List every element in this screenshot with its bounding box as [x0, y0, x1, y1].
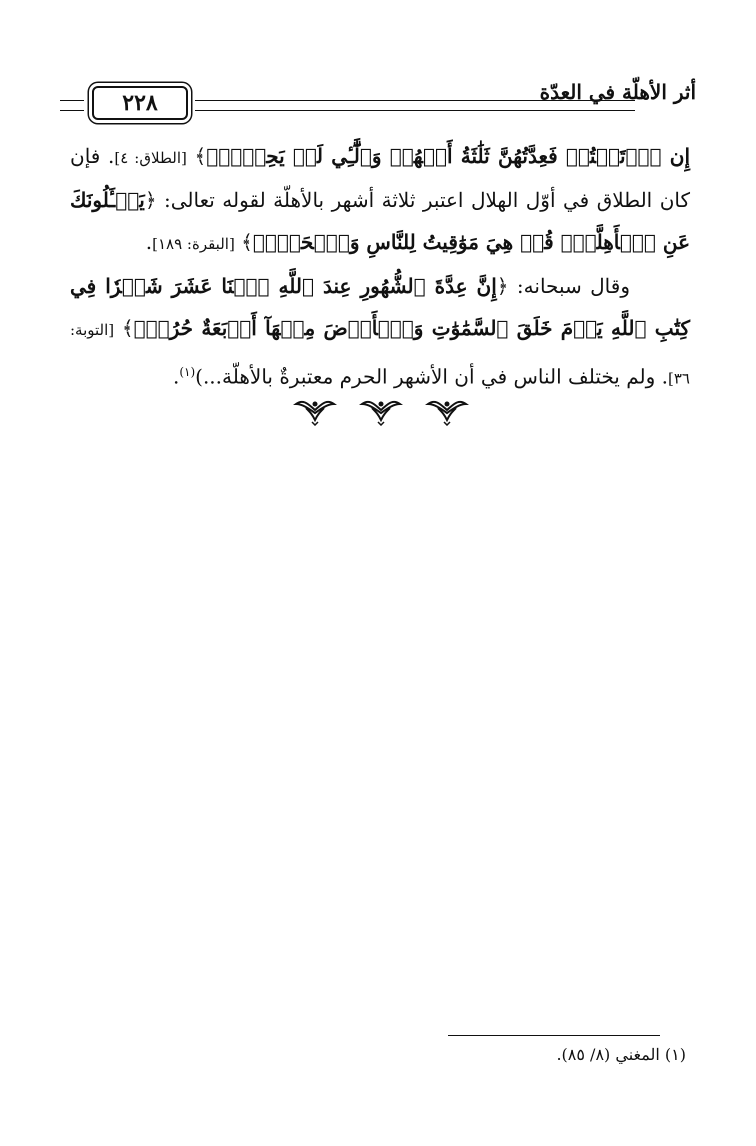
verse-reference: [الطلاق: ٤]	[114, 149, 187, 167]
text-segment: فإن كان الطلاق في أوّل الهلال اعتبر ثلاثة أشهر بالأهلّة لقوله تعالى:	[70, 144, 690, 212]
text-segment: وقال سبحانه:	[516, 274, 630, 298]
quran-verse-talaq: إِن ٱرۡتَبۡتُمۡ فَعِدَّتُهُنَّ ثَلَٰثَةُ أَشۡهُرٖ وَٱلَّٰٓـِٔي لَمۡ يَحِضۡنَۚ	[206, 144, 691, 168]
footnote	[380, 1045, 686, 1064]
header-double-rule-left	[60, 100, 84, 114]
quran-open-bracket: ﴿	[496, 274, 509, 298]
running-title: أثر الأهلّة في العدّة	[539, 80, 696, 104]
fleuron-icon	[292, 396, 338, 426]
fleuron-icon	[424, 396, 470, 426]
quran-close-bracket: ﴾	[121, 316, 134, 340]
section-ornament	[292, 393, 470, 429]
paragraph-2: وقال سبحانه: ﴿إِنَّ عِدَّةَ ٱلشُّهُورِ عِندَ ٱللَّهِ ٱثۡنَا عَشَرَ شَهۡرٗا فِي كِتَٰبِ ٱللَّهِ يَوۡمَ خَلَقَ ٱلسَّمَٰوَٰتِ وَٱلۡأَرۡضَ مِنۡهَآ أَرۡبَعَةٌ حُرُمٞۚ﴾ [التوبة: ٣٦]. ولم يختلف الناس في أن الأشهر الحرم معتبرةٌ بالأهلّة...)$^{(١)}$.	[70, 274, 690, 389]
verse-reference: [التوبة: ٣٦]	[70, 321, 690, 388]
quran-open-bracket: ﴿	[144, 188, 157, 212]
quran-close-bracket: ﴾	[194, 144, 207, 168]
header-double-rule-right	[195, 100, 635, 114]
text-segment: ولم يختلف الناس في أن الأشهر الحرم معتبرةٌ بالأهلّة...)	[195, 364, 656, 389]
footnote-text: المغني (٨/ ٨٥).	[556, 1045, 660, 1064]
page-number: ٢٢٨	[92, 86, 188, 120]
quran-close-bracket: ﴾	[241, 230, 253, 254]
page-header	[60, 78, 696, 118]
footnote-marker: (١)	[179, 365, 196, 379]
footnote-number: (١)	[664, 1045, 686, 1064]
footnote-separator	[448, 1035, 660, 1036]
verse-reference: [البقرة: ١٨٩]	[152, 235, 235, 253]
main-text	[70, 135, 690, 400]
quran-verse-baqara: يَسۡـَٔلُونَكَ عَنِ ٱلۡأَهِلَّةِۖ قُلۡ هِيَ مَوَٰقِيتُ لِلنَّاسِ وَٱلۡحَجِّۗ	[70, 188, 690, 254]
quran-verse-tawba: إِنَّ عِدَّةَ ٱلشُّهُورِ عِندَ ٱللَّهِ ٱثۡنَا عَشَرَ شَهۡرٗا فِي كِتَٰبِ ٱللَّهِ يَوۡمَ خَلَقَ ٱلسَّمَٰوَٰتِ وَٱلۡأَرۡضَ مِنۡهَآ أَرۡبَعَةٌ حُرُمٞۚ	[70, 274, 690, 340]
fleuron-icon	[358, 396, 404, 426]
paragraph-1: إِن ٱرۡتَبۡتُمۡ فَعِدَّتُهُنَّ ثَلَٰثَةُ أَشۡهُرٖ وَٱلَّٰٓـِٔي لَمۡ يَحِضۡنَۚ﴾ [الطلاق: ٤]. فإن كان الطلاق في أوّل الهلال اعتبر ثلاثة أشهر بالأهلّة لقوله تعالى: ﴿يَسۡـَٔلُونَكَ عَنِ ٱلۡأَهِلَّةِۖ قُلۡ هِيَ مَوَٰقِيتُ لِلنَّاسِ وَٱلۡحَجِّۗ﴾ [البقرة: ١٨٩].	[70, 144, 691, 254]
